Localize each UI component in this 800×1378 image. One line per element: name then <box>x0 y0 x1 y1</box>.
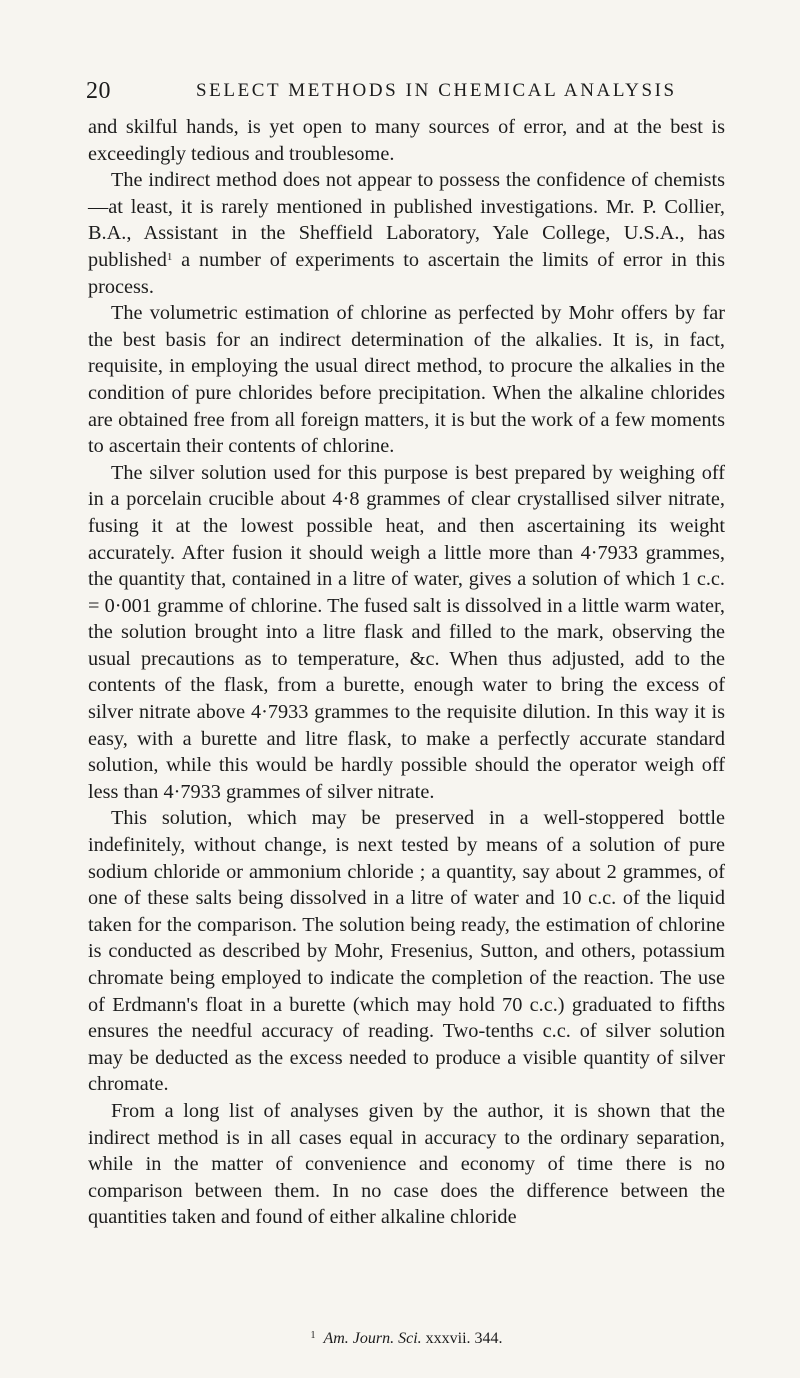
paragraph-text: The indirect method does not appear to possess the confidence of chemists—at least, it is rarely mentioned in published investigations. Mr. P. Collier, B.A., Assistant in the Sheffield Laboratory, Yale College, U.S.A., has published <box>88 169 725 271</box>
paragraph-text: and skilful hands, is yet open to many sources of error, and at the best is exceedingly tedious and troublesome. <box>88 116 725 165</box>
footnote-journal: Am. Journ. Sci. <box>323 1330 422 1347</box>
paragraph-text: The silver solution used for this purpose is best prepared by weighing off in a porcelain crucible about 4·8 grammes of clear crystallised silver nitrate, fusing it at the lowest possible heat, and then ascertaining its weight accurately. After fusion it should weigh a little more than 4·7933 grammes, the quantity that, contained in a litre of water, gives a solution of which 1 c.c. = 0·001 gramme of chlorine. The fused salt is dissolved in a little warm water, the solution brought into a litre flask and filled to the mark, observing the usual precautions as to temperature, &c. When thus adjusted, add to the contents of the flask, from a burette, enough water to bring the excess of silver nitrate above 4·7933 grammes to the requisite dilution. In this way it is easy, with a burette and litre flask, to make a perfectly accurate standard solution, while this would be hardly possible should the operator weigh off less than 4·7933 grammes of silver nitrate. <box>88 461 725 803</box>
paragraph <box>88 300 725 460</box>
paragraph <box>88 460 725 806</box>
paragraph <box>88 1098 725 1231</box>
paragraph-text: From a long list of analyses given by the author, it is shown that the indirect method is in all cases equal in accuracy to the ordinary separation, while in the matter of convenience and economy of time there is no comparison between them. In no case does the difference between the quantities taken and found of either alkaline chloride <box>88 1099 725 1229</box>
body-text <box>88 114 725 1231</box>
footnote-reference: xxxvii. 344. <box>425 1330 503 1347</box>
paragraph <box>88 805 725 1098</box>
page-header <box>86 78 726 108</box>
page-number: 20 <box>86 78 111 104</box>
footnote-ref: 1 <box>166 250 173 263</box>
running-title: SELECT METHODS IN CHEMICAL ANALYSIS <box>196 80 677 101</box>
paragraph <box>88 167 725 300</box>
paragraph <box>88 114 725 167</box>
paragraph-text: The volumetric estimation of chlorine as perfected by Mohr offers by far the best basis for an indirect determination of the alkalies. It is, in fact, requisite, in employing the usual direct method, to procure the alkalies in the condition of pure chlorides before precipitation. When the alkaline chlorides are obtained free from all foreign matters, it is but the work of a few moments to ascertain their contents of chlorine. <box>88 302 725 458</box>
paragraph-text-continued: a number of experiments to ascertain the limits of error in this process. <box>88 248 725 298</box>
paragraph-text: This solution, which may be preserved in a well-stoppered bottle indefinitely, without change, is next tested by means of a solution of pure sodium chloride or ammonium chloride ; a quantity, say about 2 grammes, of one of these salts being dissolved in a litre of water and 10 c.c. of the liquid taken for the comparison. The solution being ready, the estimation of chlorine is conducted as described by Mohr, Fresenius, Sutton, and others, potassium chromate being employed to indicate the completion of the reaction. The use of Erdmann's float in a burette (which may hold 70 c.c.) graduated to fifths ensures the needful accuracy of reading. Two-tenths c.c. of silver solution may be deducted as the excess needed to produce a visible quantity of silver chromate. <box>88 807 725 1096</box>
footnote-marker: 1 <box>310 1330 316 1341</box>
footnote <box>88 1329 725 1349</box>
